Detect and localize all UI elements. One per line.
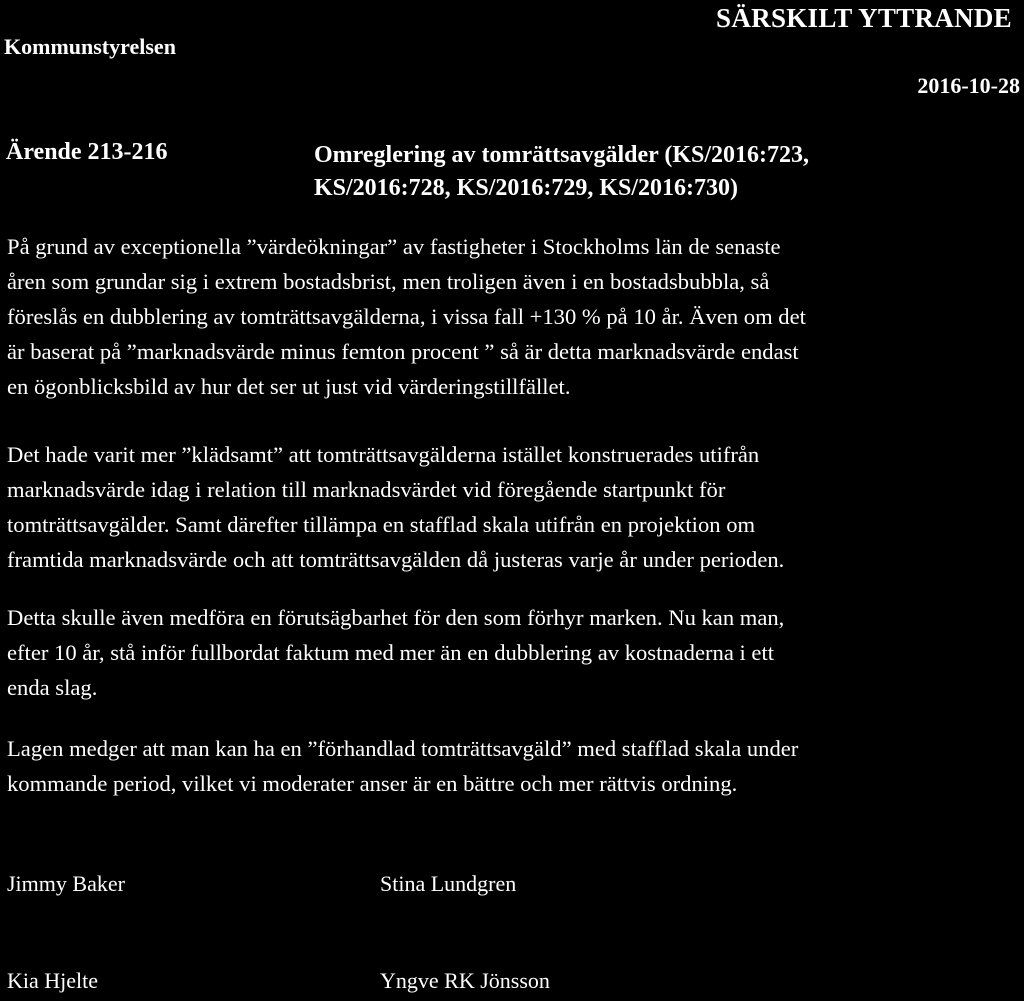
paragraph-line: efter 10 år, stå inför fullbordat faktum med mer än en dubblering av kostnaderna i ett (7, 640, 775, 665)
case-number: Ärende 213-216 (6, 139, 168, 165)
body-paragraph (7, 229, 1023, 404)
paragraph-line: kommande period, vilket vi moderater anser är en bättre och mer rättvis ordning. (7, 771, 738, 796)
body-paragraph (7, 600, 1023, 705)
signatory-name: Kia Hjelte (7, 968, 99, 993)
paragraph-line: Lagen medger att man kan ha en ”förhandlad tomträttsavgäld” med stafflad skala under (7, 736, 799, 761)
document-date: 2016-10-28 (917, 73, 1020, 98)
paragraph-line: en ögonblicksbild av hur det ser ut just vid värderingstillfället. (7, 374, 571, 399)
case-subject-line: KS/2016:728, KS/2016:729, KS/2016:730) (314, 175, 739, 201)
paragraph-line: På grund av exceptionella ”värdeökningar” av fastigheter i Stockholms län de senaste (7, 234, 781, 259)
body-paragraph (7, 731, 1023, 801)
paragraph-line: föreslås en dubblering av tomträttsavgälderna, i vissa fall +130 % på 10 år. Även om det (7, 304, 806, 329)
body-paragraph (7, 437, 1023, 577)
document-type-heading: SÄRSKILT YTTRANDE (716, 3, 1012, 33)
paragraph-line: marknadsvärde idag i relation till marknadsvärdet vid föregående startpunkt för (7, 477, 726, 502)
case-subject-line: Omreglering av tomrättsavgälder (KS/2016:723, (314, 142, 810, 168)
signatory-name: Jimmy Baker (7, 871, 125, 896)
paragraph-line: är baserat på ”marknadsvärde minus femton procent ” så är detta marknadsvärde endast (7, 339, 799, 364)
case-subject (314, 139, 809, 205)
signatory-name: Stina Lundgren (380, 871, 517, 896)
paragraph-line: tomträttsavgälder. Samt därefter tillämpa en stafflad skala utifrån en projektion om (7, 512, 756, 537)
organization-name: Kommunstyrelsen (4, 34, 176, 59)
paragraph-line: framtida marknadsvärde och att tomträttsavgälden då justeras varje år under perioden. (7, 547, 785, 572)
paragraph-line: åren som grundar sig i extrem bostadsbrist, men troligen även i en bostadsbubbla, så (7, 269, 770, 294)
signatory-name: Yngve RK Jönsson (380, 968, 550, 993)
paragraph-line: Detta skulle även medföra en förutsägbarhet för den som förhyr marken. Nu kan man, (7, 605, 785, 630)
paragraph-line: enda slag. (7, 675, 98, 700)
paragraph-line: Det hade varit mer ”klädsamt” att tomträttsavgälderna istället konstruerades utifrån (7, 442, 760, 467)
